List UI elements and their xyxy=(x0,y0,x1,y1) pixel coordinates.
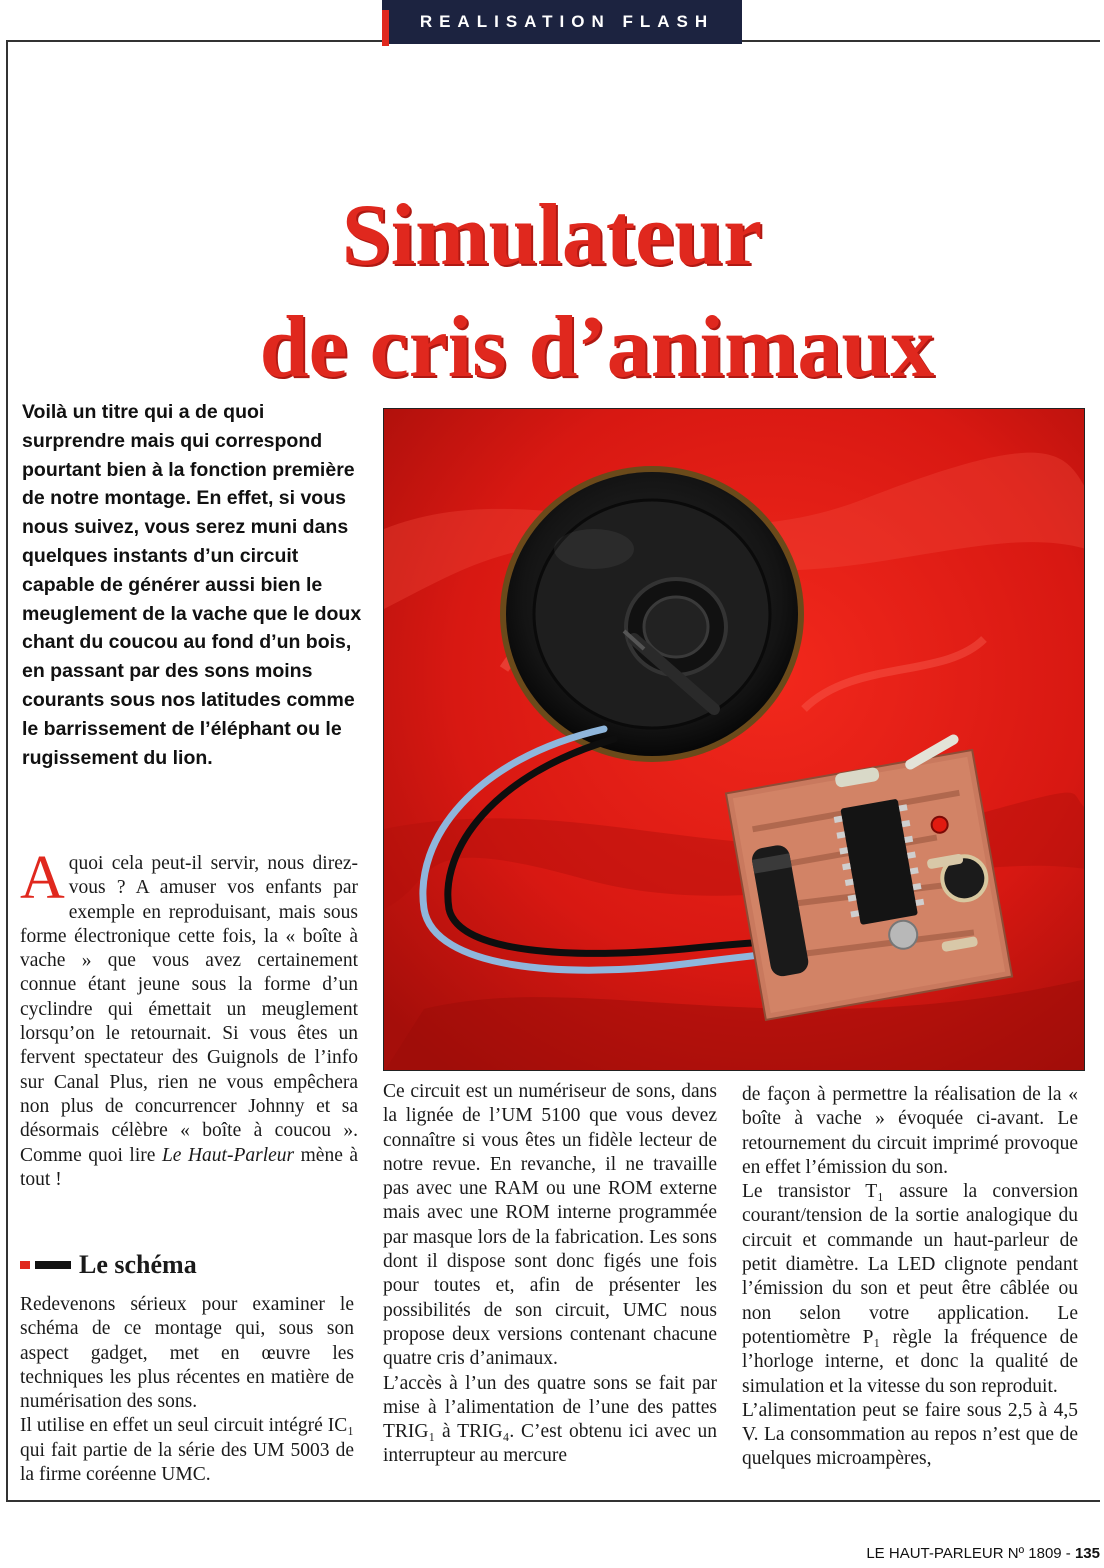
section-heading xyxy=(20,1250,197,1280)
right-paragraph-2: Le transistor T₁ assure la conversion courant/tension de la sortie analogique du circuit et commande un haut-parleur de petit diamètre. La LED clignote pendant l’émission du son et peut être câblée ou non selon votre application. Le potentiomètre P₁ règle la fréquence de l’horloge interne, et donc la qualité de simulation et la vitesse du son reproduit. xyxy=(742,1181,1078,1397)
rubric-marker xyxy=(382,10,389,46)
rubric-banner xyxy=(382,0,742,44)
magazine-name: Le Haut-Parleur xyxy=(161,1144,295,1166)
intro-column xyxy=(20,844,359,1192)
right-paragraph-1: de façon à permettre la réalisation de la « boîte à vache » évoquée ci-avant. Le retournement du circuit imprimé provoque en effet l’émission du son. xyxy=(742,1084,1078,1178)
section-marker-red xyxy=(20,1261,30,1269)
middle-column xyxy=(383,1080,717,1469)
drop-cap: A xyxy=(20,844,65,912)
photo-illustration xyxy=(384,409,1085,1071)
footer-magazine: LE HAUT-PARLEUR xyxy=(866,1545,1004,1562)
right-paragraph-3: L’alimentation peut se faire sous 2,5 à 4,5 V. La consommation au repos n’est que de quelques microampères, xyxy=(742,1399,1078,1470)
intro-tail: mène à tout ! xyxy=(20,1144,359,1190)
section-title-text: Le schéma xyxy=(79,1250,197,1279)
article-title xyxy=(0,180,1104,404)
title-line-1: Simulateur xyxy=(341,187,763,284)
section-marker-black xyxy=(35,1261,71,1269)
title-line-2: de cris d’animaux xyxy=(259,299,935,396)
middle-paragraph-1: Ce circuit est un numériseur de sons, dans la lignée de l’UM 5100 que vous devez connaître si vous êtes un fidèle lecteur de notre revue. En revanche, il ne travaille pas avec une RAM ou une ROM externe mais avec une ROM interne programmée par masque lors de la fabrication. Les sons dont il dispose sont donc figés une fois pour toutes et, afin de présenter les possibilités de son circuit, UMC nous propose deux versions contenant chacune quatre cris d’animaux. xyxy=(383,1081,717,1370)
rubric-label: REALISATION FLASH xyxy=(419,12,715,31)
page-number: 135 xyxy=(1074,1545,1100,1562)
schema-paragraph-1: Redevenons sérieux pour examiner le schéma de ce montage qui, sous son aspect gadget, met en œuvre les techniques les plus récentes en matière de numérisation des sons. xyxy=(20,1294,354,1413)
intro-text: quoi cela peut-il servir, nous direz-vous ? A amuser vos enfants par exemple en reproduisant, mais sous forme électronique cette fois, la « boîte à vache » que vous avez certainement connue étant jeune sous la forme d’un cyclindre qui émettait un meuglement lorsqu’on le retournait. Si vous êtes un fervent spectateur des Guignols de l’info sur Canal Plus, rien ne vous empêchera non plus de concurrencer Johnny et sa désormais célèbre « boîte à coucou ». Comme quoi lire xyxy=(20,853,358,1166)
intro-paragraph xyxy=(20,844,359,1192)
footer-issue: Nº 1809 - xyxy=(1007,1545,1071,1562)
circuit-photo xyxy=(383,408,1085,1071)
lead-paragraph: Voilà un titre qui a de quoi surprendre mais qui correspond pourtant bien à la fonction première de notre montage. En effet, si vous nous suivez, vous serez muni dans quelques instants d’un circuit capable de générer aussi bien le meuglement de la vache que le doux chant du coucou au fond d’un bois, en passant par des sons moins courants sous nos latitudes comme le barrissement de l’éléphant ou le rugissement du lion. xyxy=(22,401,362,769)
schema-column xyxy=(20,1293,354,1487)
schema-paragraph-2: Il utilise en effet un seul circuit intégré IC₁ qui fait partie de la série des UM 5003 de la firme coréenne UMC. xyxy=(20,1415,354,1486)
right-column xyxy=(742,1083,1078,1472)
page-footer xyxy=(866,1545,1100,1562)
middle-paragraph-2: L’accès à l’un des quatre sons se fait par mise à l’alimentation de l’une des pattes TRIG₁ à TRIG₄. C’est obtenu ici avec un interrupteur au mercure xyxy=(383,1372,717,1467)
